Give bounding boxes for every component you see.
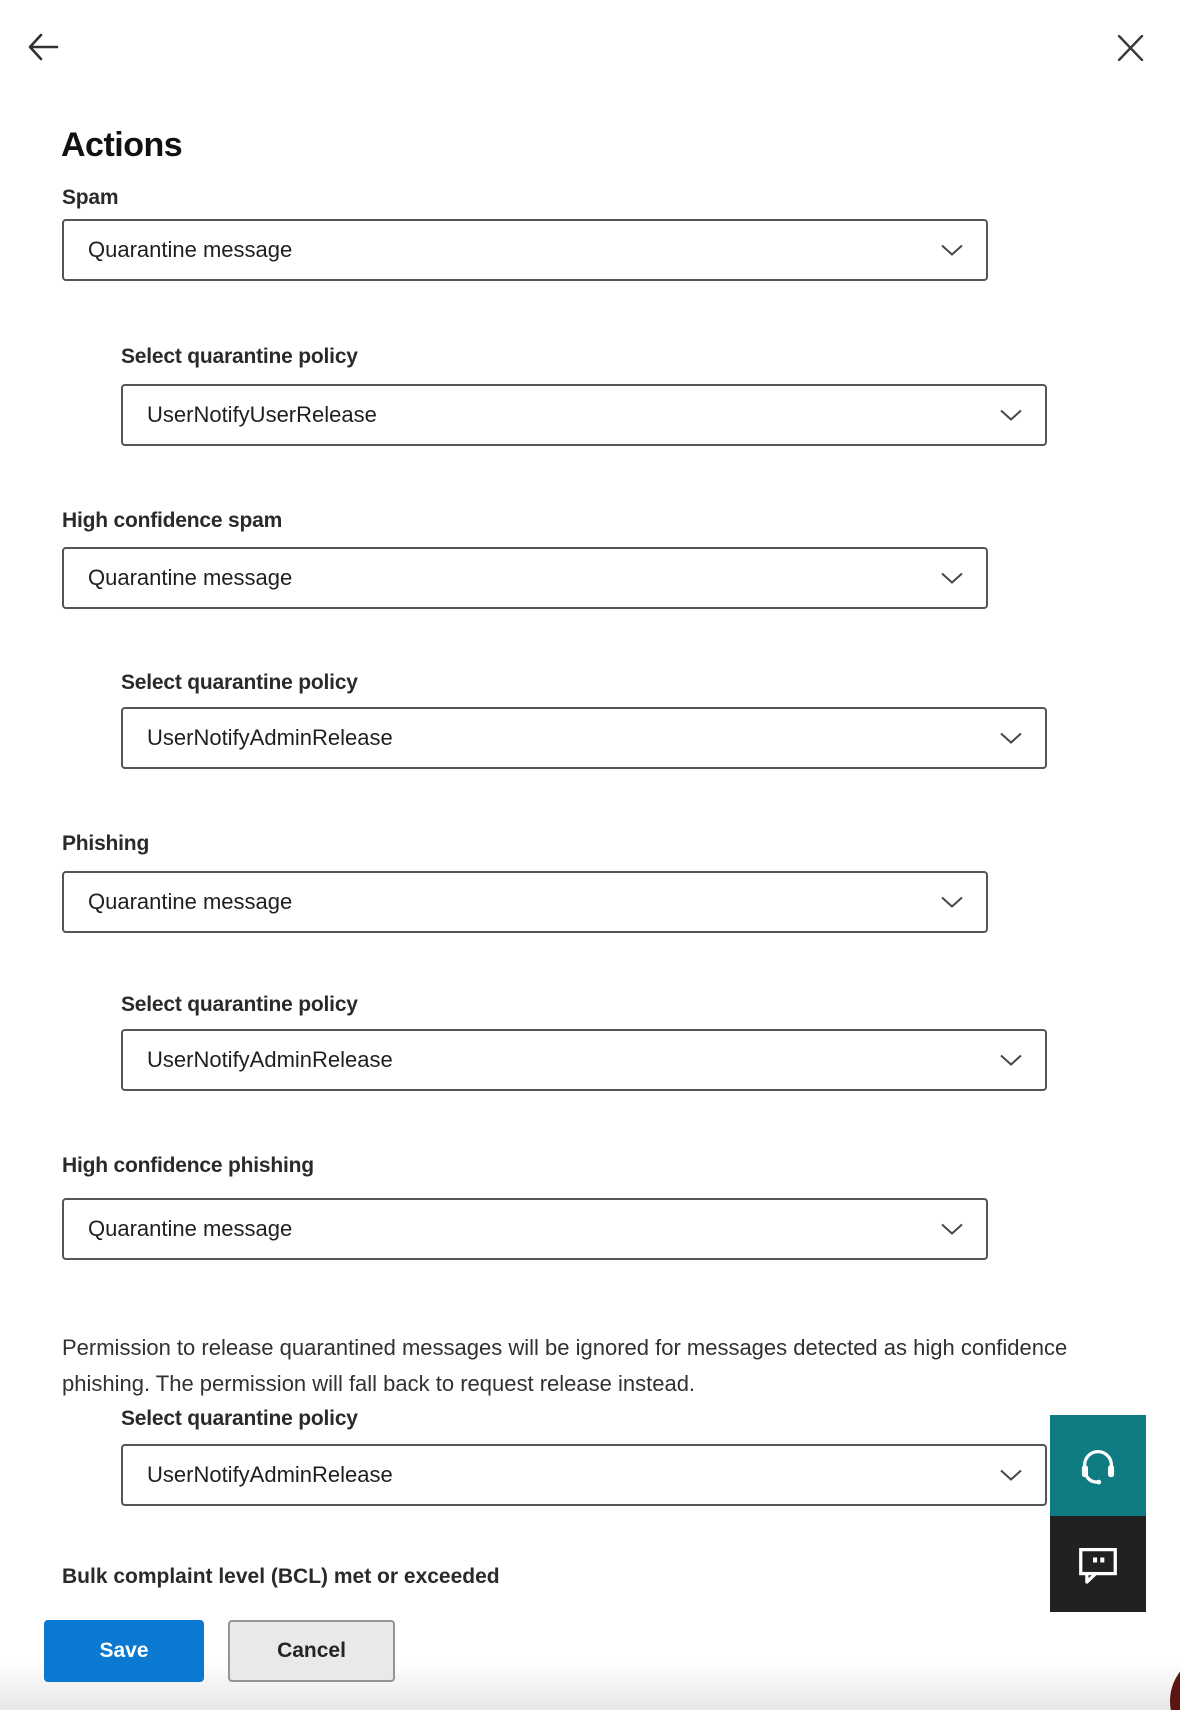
chevron-down-icon [940, 572, 964, 584]
select-value: UserNotifyAdminRelease [147, 725, 393, 750]
arrow-left-icon [26, 31, 60, 63]
cancel-button[interactable]: Cancel [228, 1620, 395, 1682]
policy-label-spam: Select quarantine policy [121, 345, 358, 368]
chevron-down-icon [940, 244, 964, 256]
chevron-down-icon [999, 409, 1023, 421]
phishing-quarantine-policy-select[interactable] [121, 1029, 1047, 1091]
chevron-down-icon [940, 896, 964, 908]
chevron-down-icon [999, 1469, 1023, 1481]
high-confidence-phishing-note: Permission to release quarantined messages will be ignored for messages detected as high confidence phishing. The permission will fall back to request release instead. [62, 1335, 1068, 1396]
spam-action-select[interactable] [62, 219, 988, 281]
high-confidence-spam-quarantine-policy-select[interactable] [121, 707, 1047, 769]
select-value: UserNotifyAdminRelease [147, 1047, 393, 1072]
select-value: UserNotifyAdminRelease [147, 1462, 393, 1487]
high-confidence-phishing-action-select[interactable] [62, 1198, 988, 1260]
select-value: Quarantine message [88, 889, 293, 914]
footer-bar [0, 1592, 1180, 1710]
section-label-high-confidence-spam: High confidence spam [62, 509, 283, 532]
select-value: Quarantine message [88, 1216, 293, 1241]
page-title: Actions [61, 125, 183, 164]
select-value: UserNotifyUserRelease [147, 402, 377, 427]
close-button[interactable] [1110, 28, 1150, 68]
close-icon [1117, 35, 1144, 61]
save-button[interactable]: Save [44, 1620, 204, 1682]
phishing-action-select[interactable] [62, 871, 988, 933]
select-value: Quarantine message [88, 565, 293, 590]
section-label-phishing: Phishing [62, 832, 150, 855]
spam-quarantine-policy-select[interactable] [121, 384, 1047, 446]
chat-bubble-icon [1075, 1541, 1121, 1587]
chevron-down-icon [940, 1223, 964, 1235]
chevron-down-icon [999, 1054, 1023, 1066]
section-label-bulk-complaint-level: Bulk complaint level (BCL) met or exceeded [62, 1565, 500, 1588]
back-button[interactable] [22, 26, 64, 68]
feedback-button[interactable] [1050, 1516, 1146, 1612]
help-button[interactable] [1050, 1415, 1146, 1516]
select-value: Quarantine message [88, 237, 293, 262]
high-confidence-phishing-quarantine-policy-select[interactable] [121, 1444, 1047, 1506]
policy-label-high-confidence-spam: Select quarantine policy [121, 671, 358, 694]
policy-label-high-confidence-phishing: Select quarantine policy [121, 1407, 358, 1430]
headset-icon [1075, 1443, 1121, 1489]
high-confidence-spam-action-select[interactable] [62, 547, 988, 609]
chevron-down-icon [999, 732, 1023, 744]
section-label-spam: Spam [62, 186, 119, 209]
section-label-high-confidence-phishing: High confidence phishing [62, 1154, 314, 1177]
policy-label-phishing: Select quarantine policy [121, 993, 358, 1016]
